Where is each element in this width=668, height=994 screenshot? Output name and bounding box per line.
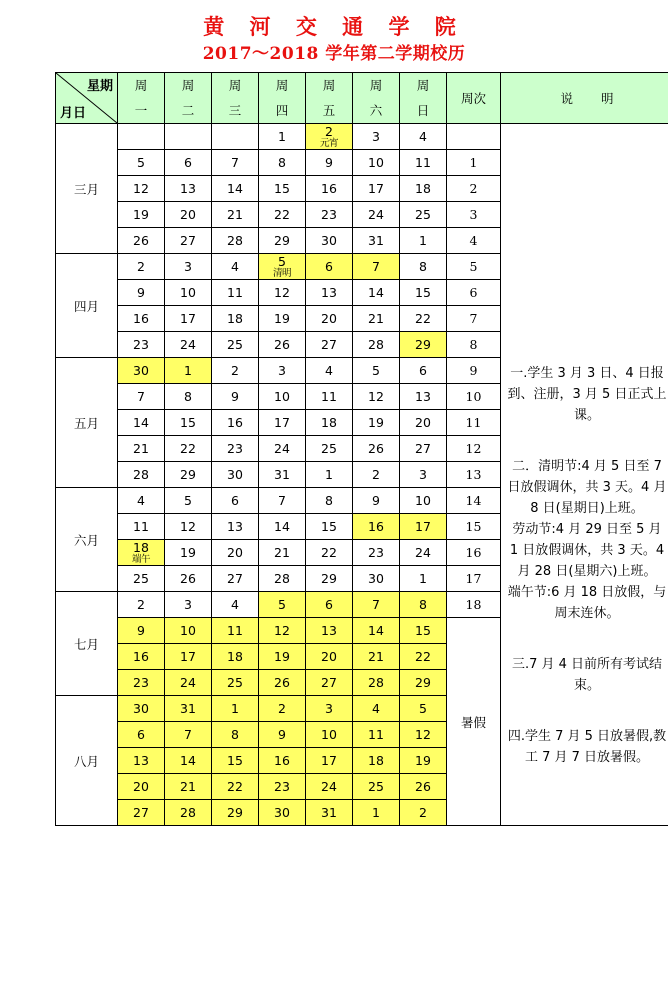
day-cell[interactable]: 8 (400, 592, 447, 618)
day-cell[interactable]: 16 (353, 514, 400, 540)
day-cell[interactable]: 1 (400, 228, 447, 254)
day-cell[interactable]: 27 (118, 800, 165, 826)
day-cell[interactable]: 19 (118, 202, 165, 228)
week-number-cell: 16 (447, 540, 501, 566)
month-label-cell: 四月 (56, 254, 118, 358)
day-cell[interactable]: 15 (306, 514, 353, 540)
day-cell[interactable]: 20 (165, 202, 212, 228)
corner-header-cell (56, 73, 118, 124)
day-cell[interactable]: 9 (353, 488, 400, 514)
header-saturday-line1: 周 (369, 78, 383, 93)
day-cell[interactable]: 28 (165, 800, 212, 826)
day-cell[interactable]: 21 (118, 436, 165, 462)
title-block (0, 0, 668, 66)
note-item-3: 三.7 月 4 日前所有考试结束。 (511, 657, 663, 693)
day-cell[interactable]: 29 (400, 670, 447, 696)
day-cell[interactable]: 4 (306, 358, 353, 384)
festival-label: 清明 (272, 267, 291, 279)
day-cell[interactable]: 6 (306, 592, 353, 618)
note-item-2-dragonboat: 端午节:6 月 18 日放假，与周末连休。 (507, 585, 667, 621)
day-cell[interactable]: 14 (353, 280, 400, 306)
day-cell[interactable]: 20 (306, 306, 353, 332)
day-number: 5 (278, 253, 286, 269)
day-cell[interactable]: 28 (353, 332, 400, 358)
day-cell[interactable]: 11 (212, 618, 259, 644)
day-cell[interactable]: 16 (118, 644, 165, 670)
day-cell[interactable]: 27 (212, 566, 259, 592)
day-cell[interactable]: 25 (212, 670, 259, 696)
day-cell[interactable]: 26 (259, 332, 306, 358)
day-cell[interactable]: 25 (118, 566, 165, 592)
header-wednesday (212, 73, 259, 124)
month-label-cell: 六月 (56, 488, 118, 592)
day-cell[interactable]: 12 (259, 618, 306, 644)
day-cell[interactable]: 25 (353, 774, 400, 800)
day-cell[interactable]: 12 (118, 176, 165, 202)
week-number-cell: 8 (447, 332, 501, 358)
day-cell[interactable]: 1 (353, 800, 400, 826)
month-label-cell: 七月 (56, 592, 118, 696)
day-cell[interactable]: 11 (353, 722, 400, 748)
day-cell[interactable]: 19 (400, 748, 447, 774)
day-cell[interactable]: 9 (118, 280, 165, 306)
week-number-cell: 10 (447, 384, 501, 410)
page-subtitle: 2017～2018 学年第二学期校历 (202, 44, 466, 64)
day-cell[interactable]: 17 (165, 644, 212, 670)
day-cell[interactable]: 15 (400, 618, 447, 644)
day-cell[interactable]: 20 (212, 540, 259, 566)
header-thursday (259, 73, 306, 124)
day-cell[interactable]: 16 (212, 410, 259, 436)
day-cell[interactable]: 24 (165, 332, 212, 358)
day-cell[interactable]: 6 (165, 150, 212, 176)
day-cell[interactable]: 8 (165, 384, 212, 410)
header-monday-line1: 周 (134, 78, 148, 93)
day-cell[interactable]: 13 (306, 618, 353, 644)
day-cell[interactable]: 17 (400, 514, 447, 540)
day-cell[interactable]: 14 (165, 748, 212, 774)
day-cell[interactable]: 17 (165, 306, 212, 332)
day-cell[interactable]: 17 (353, 176, 400, 202)
header-tuesday-line1: 周 (181, 78, 195, 93)
header-wednesday-line1: 周 (228, 78, 242, 93)
note-item-1: 一.学生 3 月 3 日、4 日报到、注册，3 月 5 日正式上课。 (507, 366, 667, 423)
day-cell[interactable]: 13 (118, 748, 165, 774)
day-cell[interactable]: 1 (306, 462, 353, 488)
day-cell[interactable]: 4 (212, 592, 259, 618)
day-cell[interactable]: 16 (118, 306, 165, 332)
day-cell[interactable]: 28 (259, 566, 306, 592)
day-cell[interactable]: 9 (306, 150, 353, 176)
day-cell[interactable]: 2 (118, 254, 165, 280)
day-cell[interactable]: 26 (118, 228, 165, 254)
festival-label: 端午 (131, 553, 150, 565)
day-cell[interactable]: 5 (118, 150, 165, 176)
day-cell[interactable]: 22 (165, 436, 212, 462)
header-friday-line1: 周 (322, 78, 336, 93)
day-cell[interactable]: 8 (400, 254, 447, 280)
header-saturday-line2: 六 (369, 103, 383, 118)
day-cell[interactable]: 20 (400, 410, 447, 436)
day-cell[interactable]: 12 (165, 514, 212, 540)
day-cell[interactable]: 22 (212, 774, 259, 800)
day-cell[interactable]: 8 (306, 488, 353, 514)
day-cell[interactable]: 13 (165, 176, 212, 202)
day-number: 18 (133, 539, 149, 555)
notes-cell (501, 124, 668, 826)
day-cell[interactable]: 10 (353, 150, 400, 176)
day-cell[interactable]: 19 (259, 644, 306, 670)
day-cell[interactable]: 6 (118, 722, 165, 748)
day-cell[interactable]: 6 (306, 254, 353, 280)
day-cell[interactable]: 14 (118, 410, 165, 436)
day-cell[interactable] (165, 124, 212, 150)
day-cell[interactable]: 1 (400, 566, 447, 592)
day-cell[interactable]: 24 (353, 202, 400, 228)
day-cell[interactable]: 19 (353, 410, 400, 436)
day-cell[interactable]: 23 (306, 202, 353, 228)
month-label-cell: 三月 (56, 124, 118, 254)
day-cell[interactable]: 28 (353, 670, 400, 696)
notes-spacer-1 (507, 426, 667, 456)
day-cell[interactable]: 30 (353, 566, 400, 592)
day-cell[interactable]: 24 (165, 670, 212, 696)
day-cell[interactable]: 15 (400, 280, 447, 306)
day-cell[interactable]: 30 (118, 358, 165, 384)
day-cell[interactable]: 25 (400, 202, 447, 228)
day-cell[interactable]: 13 (400, 384, 447, 410)
day-cell[interactable]: 12 (259, 280, 306, 306)
day-cell[interactable]: 25 (212, 332, 259, 358)
header-sunday-line1: 周 (416, 78, 430, 93)
day-cell[interactable]: 30 (118, 696, 165, 722)
day-cell[interactable]: 19 (165, 540, 212, 566)
header-friday (306, 73, 353, 124)
day-cell[interactable]: 11 (306, 384, 353, 410)
month-label-cell: 八月 (56, 696, 118, 826)
header-tuesday (165, 73, 212, 124)
week-number-cell: 9 (447, 358, 501, 384)
day-cell[interactable]: 21 (353, 644, 400, 670)
day-cell[interactable]: 2 (259, 696, 306, 722)
day-cell[interactable]: 28 (212, 228, 259, 254)
day-cell[interactable]: 18 (400, 176, 447, 202)
day-cell[interactable]: 3 (306, 696, 353, 722)
day-cell[interactable]: 3 (165, 592, 212, 618)
day-cell[interactable]: 10 (400, 488, 447, 514)
day-cell[interactable] (306, 124, 353, 150)
header-notes: 说 明 (501, 73, 668, 124)
day-number: 2 (325, 123, 333, 139)
day-cell[interactable]: 5 (400, 696, 447, 722)
day-cell[interactable]: 18 (306, 410, 353, 436)
day-cell[interactable]: 6 (400, 358, 447, 384)
day-cell[interactable]: 21 (353, 306, 400, 332)
week-number-cell (447, 124, 501, 150)
day-cell[interactable]: 5 (353, 358, 400, 384)
day-cell[interactable] (212, 124, 259, 150)
header-monday (118, 73, 165, 124)
day-cell[interactable]: 18 (212, 644, 259, 670)
day-cell[interactable]: 5 (259, 592, 306, 618)
notes-content (501, 181, 668, 768)
day-cell[interactable]: 23 (259, 774, 306, 800)
header-friday-line2: 五 (322, 103, 336, 118)
notes-spacer-3 (507, 696, 667, 726)
day-cell[interactable]: 2 (212, 358, 259, 384)
day-cell[interactable]: 7 (212, 150, 259, 176)
week-number-cell: 1 (447, 150, 501, 176)
day-cell[interactable]: 27 (306, 332, 353, 358)
day-cell[interactable]: 3 (259, 358, 306, 384)
day-cell[interactable]: 26 (259, 670, 306, 696)
note-item-4: 四.学生 7 月 5 日放暑假,教工 7 月 7 日放暑假。 (507, 729, 667, 765)
academic-calendar-table (55, 72, 668, 826)
day-cell[interactable]: 10 (165, 280, 212, 306)
day-cell[interactable]: 24 (259, 436, 306, 462)
day-cell[interactable]: 8 (212, 722, 259, 748)
header-tuesday-line2: 二 (181, 103, 195, 118)
header-wednesday-line2: 三 (228, 103, 242, 118)
day-cell[interactable]: 18 (212, 306, 259, 332)
header-saturday (353, 73, 400, 124)
day-cell[interactable]: 4 (400, 124, 447, 150)
day-cell[interactable] (118, 540, 165, 566)
week-number-cell: 5 (447, 254, 501, 280)
day-cell[interactable]: 24 (306, 774, 353, 800)
day-cell[interactable]: 9 (259, 722, 306, 748)
day-cell[interactable]: 29 (259, 228, 306, 254)
day-cell[interactable]: 11 (400, 150, 447, 176)
week-number-cell: 14 (447, 488, 501, 514)
day-cell[interactable]: 8 (259, 150, 306, 176)
day-cell[interactable]: 26 (165, 566, 212, 592)
summer-break-cell: 暑假 (447, 618, 501, 826)
day-cell[interactable]: 18 (353, 748, 400, 774)
day-cell[interactable]: 4 (118, 488, 165, 514)
week-number-cell: 2 (447, 176, 501, 202)
week-number-cell: 7 (447, 306, 501, 332)
page-title: 黄 河 交 通 学 院 (203, 14, 465, 39)
day-cell[interactable]: 13 (212, 514, 259, 540)
day-cell[interactable]: 3 (353, 124, 400, 150)
header-sunday-line2: 日 (416, 103, 430, 118)
day-cell[interactable]: 26 (400, 774, 447, 800)
day-cell[interactable]: 1 (259, 124, 306, 150)
day-cell[interactable]: 6 (212, 488, 259, 514)
day-cell[interactable]: 16 (259, 748, 306, 774)
day-cell[interactable]: 21 (165, 774, 212, 800)
day-cell[interactable]: 20 (306, 644, 353, 670)
day-cell[interactable]: 27 (400, 436, 447, 462)
day-cell[interactable]: 11 (212, 280, 259, 306)
day-cell[interactable]: 17 (259, 410, 306, 436)
header-thursday-line1: 周 (275, 78, 289, 93)
weekday-axis-label: 星期 (86, 79, 113, 94)
monthday-axis-label: 月日 (60, 106, 87, 121)
day-cell[interactable]: 23 (353, 540, 400, 566)
day-cell[interactable]: 22 (400, 644, 447, 670)
day-cell[interactable]: 7 (353, 254, 400, 280)
note-item-2-labor: 劳动节:4 月 29 日至 5 月 1 日放假调休，共 3 天。4 月 28 日(星期六)上班。 (509, 522, 665, 579)
day-cell[interactable]: 23 (212, 436, 259, 462)
day-cell[interactable]: 28 (118, 462, 165, 488)
header-sunday (400, 73, 447, 124)
day-cell[interactable]: 4 (353, 696, 400, 722)
day-cell[interactable]: 12 (353, 384, 400, 410)
festival-label: 元宵 (319, 137, 338, 149)
week-number-cell: 4 (447, 228, 501, 254)
day-cell[interactable]: 21 (259, 540, 306, 566)
week-number-cell: 11 (447, 410, 501, 436)
header-monday-line2: 一 (134, 103, 148, 118)
day-cell[interactable]: 20 (118, 774, 165, 800)
day-cell[interactable]: 10 (306, 722, 353, 748)
week-number-cell: 17 (447, 566, 501, 592)
day-cell[interactable]: 5 (165, 488, 212, 514)
day-cell[interactable]: 3 (165, 254, 212, 280)
day-cell[interactable]: 7 (353, 592, 400, 618)
day-cell[interactable]: 1 (165, 358, 212, 384)
week-number-cell: 12 (447, 436, 501, 462)
day-cell[interactable]: 3 (400, 462, 447, 488)
notes-top-spacer (507, 181, 667, 363)
day-cell[interactable]: 13 (306, 280, 353, 306)
day-cell[interactable]: 24 (400, 540, 447, 566)
day-cell[interactable]: 10 (259, 384, 306, 410)
day-cell[interactable]: 23 (118, 332, 165, 358)
day-cell[interactable]: 9 (118, 618, 165, 644)
calendar-table-wrapper (55, 72, 667, 826)
day-cell[interactable]: 27 (306, 670, 353, 696)
day-cell[interactable]: 29 (212, 800, 259, 826)
day-cell[interactable]: 31 (353, 228, 400, 254)
day-cell[interactable]: 23 (118, 670, 165, 696)
day-cell[interactable]: 30 (259, 800, 306, 826)
day-cell[interactable]: 30 (212, 462, 259, 488)
day-cell[interactable]: 4 (212, 254, 259, 280)
note-item-2-qingming: 二．清明节:4 月 5 日至 7 日放假调休，共 3 天。4 月 8 日(星期日)上班。 (507, 459, 667, 516)
day-cell[interactable]: 14 (259, 514, 306, 540)
day-cell[interactable]: 31 (165, 696, 212, 722)
day-cell[interactable]: 27 (165, 228, 212, 254)
day-cell[interactable]: 17 (306, 748, 353, 774)
day-cell[interactable]: 10 (165, 618, 212, 644)
notes-spacer-2 (507, 624, 667, 654)
day-cell[interactable]: 29 (165, 462, 212, 488)
header-week-number: 周次 (447, 73, 501, 124)
week-number-cell: 6 (447, 280, 501, 306)
day-cell[interactable]: 15 (212, 748, 259, 774)
day-cell[interactable]: 15 (165, 410, 212, 436)
day-cell[interactable]: 7 (165, 722, 212, 748)
day-cell[interactable]: 31 (259, 462, 306, 488)
day-cell[interactable]: 22 (259, 202, 306, 228)
day-cell[interactable]: 19 (259, 306, 306, 332)
day-cell[interactable]: 16 (306, 176, 353, 202)
month-label-cell: 五月 (56, 358, 118, 488)
day-cell[interactable]: 22 (400, 306, 447, 332)
calendar-week-row (56, 124, 668, 150)
day-cell[interactable] (118, 124, 165, 150)
table-body (56, 124, 668, 826)
day-cell[interactable]: 29 (400, 332, 447, 358)
day-cell[interactable]: 7 (259, 488, 306, 514)
day-cell[interactable]: 2 (400, 800, 447, 826)
day-cell[interactable]: 1 (212, 696, 259, 722)
day-cell[interactable]: 9 (212, 384, 259, 410)
day-cell[interactable]: 31 (306, 800, 353, 826)
week-number-cell: 3 (447, 202, 501, 228)
day-cell[interactable]: 22 (306, 540, 353, 566)
table-header (56, 73, 668, 124)
day-cell[interactable]: 7 (118, 384, 165, 410)
day-cell[interactable]: 15 (259, 176, 306, 202)
day-cell[interactable]: 29 (306, 566, 353, 592)
day-cell[interactable]: 11 (118, 514, 165, 540)
week-number-cell: 15 (447, 514, 501, 540)
header-row (56, 73, 668, 124)
day-cell[interactable]: 26 (353, 436, 400, 462)
week-number-cell: 18 (447, 592, 501, 618)
day-cell[interactable]: 14 (353, 618, 400, 644)
header-thursday-line2: 四 (275, 103, 289, 118)
day-cell[interactable] (259, 254, 306, 280)
week-number-cell: 13 (447, 462, 501, 488)
day-cell[interactable]: 2 (118, 592, 165, 618)
day-cell[interactable]: 25 (306, 436, 353, 462)
day-cell[interactable]: 12 (400, 722, 447, 748)
day-cell[interactable]: 2 (353, 462, 400, 488)
day-cell[interactable]: 14 (212, 176, 259, 202)
day-cell[interactable]: 30 (306, 228, 353, 254)
day-cell[interactable]: 21 (212, 202, 259, 228)
